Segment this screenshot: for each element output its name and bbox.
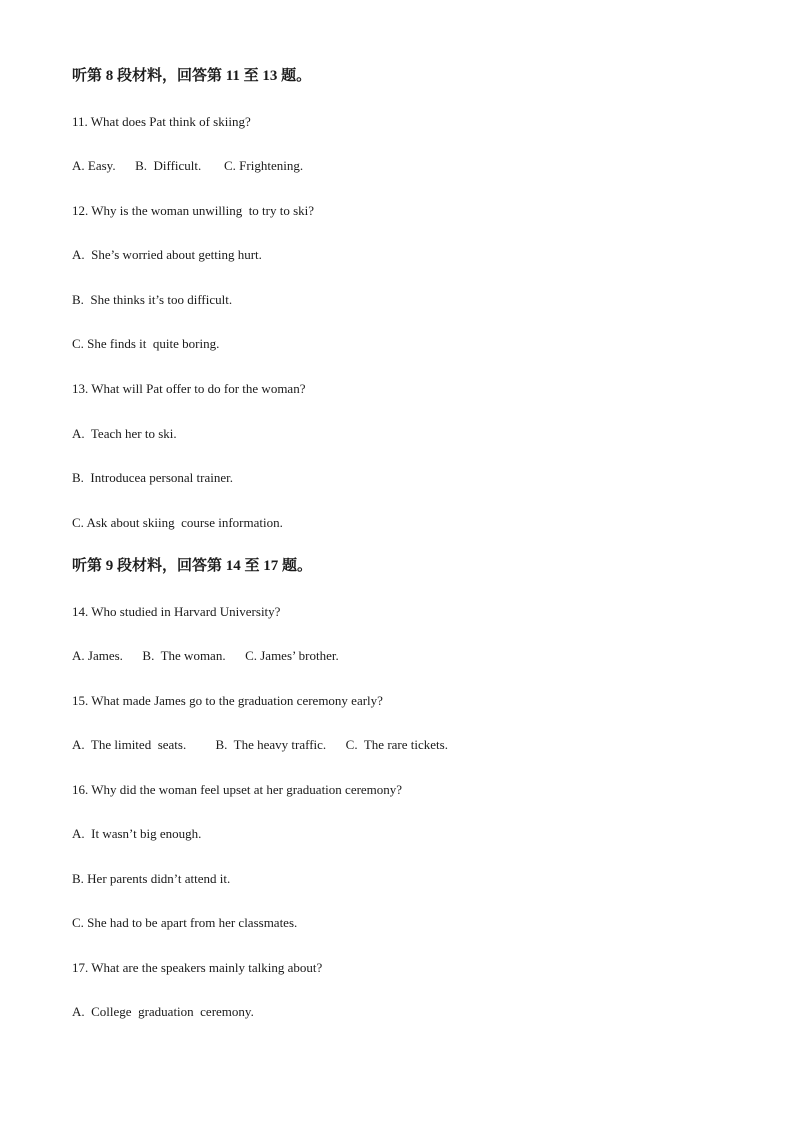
question-12-option-a: A. She’s worried about getting hurt.	[72, 247, 262, 262]
question-11-options: A. Easy. B. Difficult. C. Frightening.	[72, 158, 304, 173]
question-13-option-b: B. Introducea personal trainer.	[72, 470, 233, 485]
question-12-option-b: B. She thinks it’s too difficult.	[72, 292, 233, 307]
question-17: 17. What are the speakers mainly talking about?	[72, 960, 323, 975]
question-11: 11. What does Pat think of skiing?	[72, 114, 251, 129]
question-14: 14. Who studied in Harvard University?	[72, 604, 281, 619]
question-16-option-c: C. She had to be apart from her classmates.	[72, 915, 298, 930]
question-14-options: A. James. B. The woman. C. James’ brother.	[72, 648, 339, 663]
section-heading-8: 听第 8 段材料，回答第 11 至 13 题。	[72, 68, 312, 84]
question-13-option-a: A. Teach her to ski.	[72, 426, 177, 441]
question-16-option-b: B. Her parents didn’t attend it.	[72, 871, 231, 886]
question-13: 13. What will Pat offer to do for the woman?	[72, 381, 306, 396]
question-12-option-c: C. She finds it quite boring.	[72, 336, 220, 351]
question-16-option-a: A. It wasn’t big enough.	[72, 826, 202, 841]
question-15: 15. What made James go to the graduation ceremony early?	[72, 693, 383, 708]
section-heading-9: 听第 9 段材料，回答第 14 至 17 题。	[72, 558, 313, 574]
question-12: 12. Why is the woman unwilling to try to ski?	[72, 203, 315, 218]
question-15-options: A. The limited seats. B. The heavy traffic. C. The rare tickets.	[72, 737, 448, 752]
question-17-option-a: A. College graduation ceremony.	[72, 1004, 254, 1019]
question-16: 16. Why did the woman feel upset at her graduation ceremony?	[72, 782, 403, 797]
question-13-option-c: C. Ask about skiing course information.	[72, 515, 283, 530]
